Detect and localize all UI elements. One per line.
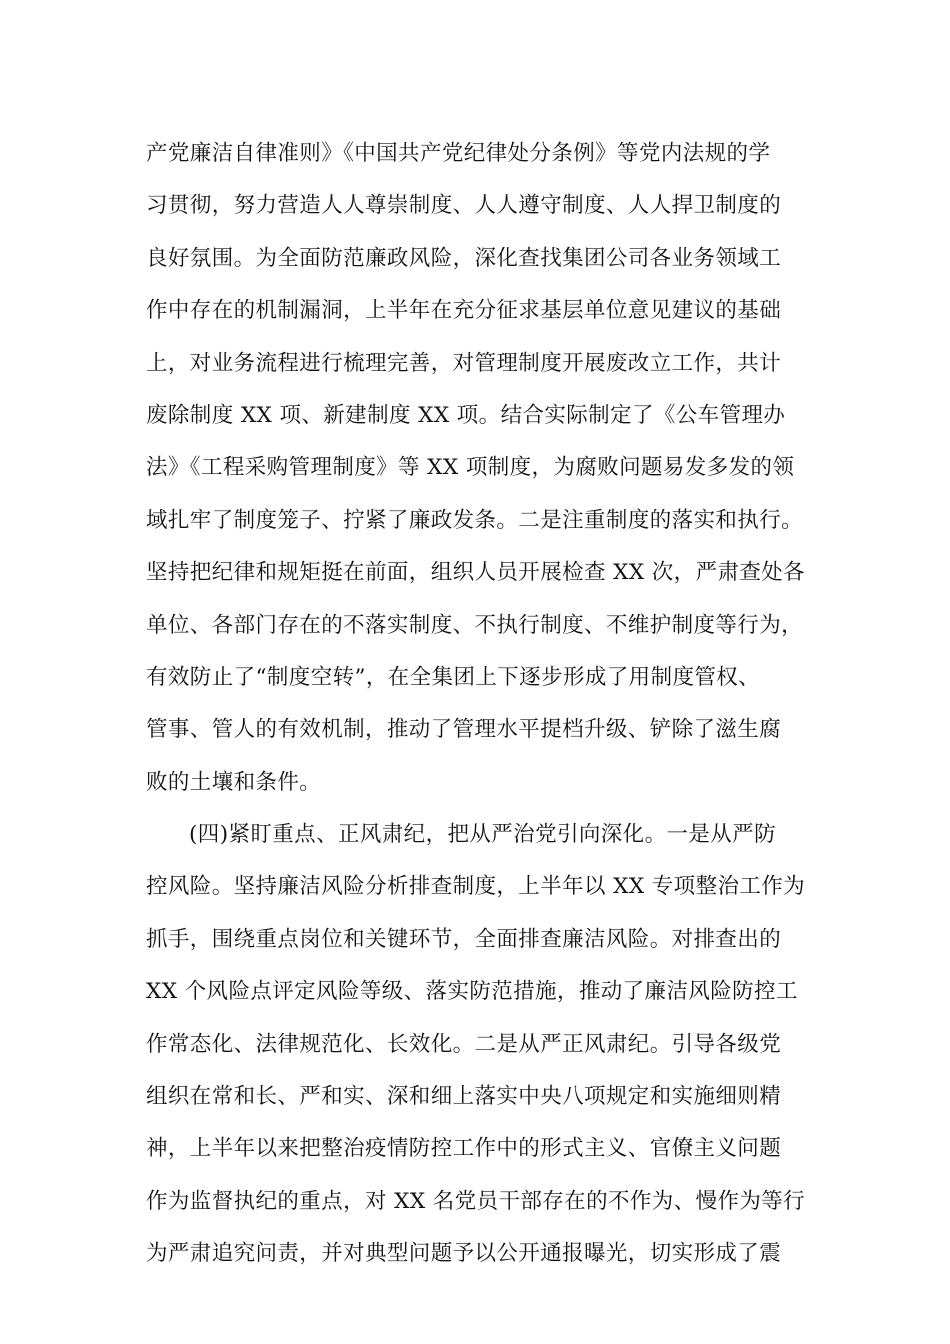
text-line: 组织在常和长、严和实、深和细上落实中央八项规定和实施细则精 — [146, 1084, 782, 1110]
text-line: 习贯彻，努力营造人人尊崇制度、人人遵守制度、人人捍卫制度的 — [146, 193, 782, 219]
text-line: 为严肃追究问责，并对典型问题予以公开通报曝光，切实形成了震 — [146, 1241, 782, 1267]
text-line: 上，对业务流程进行梳理完善，对管理制度开展废改立工作，共计 — [146, 350, 782, 376]
text-line: 域扎牢了制度笼子、拧紧了廉政发条。二是注重制度的落实和执行。 — [146, 507, 804, 533]
text-line: 单位、各部门存在的不落实制度、不执行制度、不维护制度等行为， — [146, 612, 804, 638]
text-line: 作为监督执纪的重点，对 XX 名党员干部存在的不作为、慢作为等行 — [146, 1188, 806, 1214]
text-line: 败的土壤和条件。 — [146, 769, 322, 795]
text-line: 神，上半年以来把整治疫情防控工作中的形式主义、官僚主义问题 — [146, 1136, 782, 1162]
text-line: 作中存在的机制漏洞，上半年在充分征求基层单位意见建议的基础 — [146, 298, 782, 324]
text-line: 法》《工程采购管理制度》等 XX 项制度，为腐败问题易发多发的领 — [146, 455, 795, 481]
text-line: 有效防止了“制度空转”，在全集团上下逐步形成了用制度管权、 — [146, 664, 761, 690]
text-line: 产党廉洁自律准则》《中国共产党纪律处分条例》等党内法规的学 — [146, 141, 771, 166]
text-line: 废除制度 XX 项、新建制度 XX 项。结合实际制定了《公车管理办 — [146, 402, 786, 428]
text-line: XX 个风险点评定风险等级、落实防范措施，推动了廉洁风险防控工 — [146, 979, 798, 1005]
body-text — [146, 131, 826, 1284]
text-line: 良好氛围。为全面防范廉政风险，深化查找集团公司各业务领域工 — [146, 245, 782, 271]
text-line: 控风险。坚持廉洁风险分析排查制度，上半年以 XX 专项整治工作为 — [146, 874, 806, 900]
section-heading-line: (四)紧盯重点、正风肃纪，把从严治党引向深化。一是从严防 — [189, 822, 776, 848]
text-line: 作常态化、法律规范化、长效化。二是从严正风肃纪。引导各级党 — [146, 1031, 782, 1057]
text-line: 坚持把纪律和规矩挺在前面，组织人员开展检查 XX 次，严肃查处各 — [146, 560, 806, 586]
text-line: 管事、管人的有效机制，推动了管理水平提档升级、铲除了滋生腐 — [146, 717, 782, 743]
text-line: 抓手，围绕重点岗位和关键环节，全面排查廉洁风险。对排查出的 — [146, 926, 782, 952]
